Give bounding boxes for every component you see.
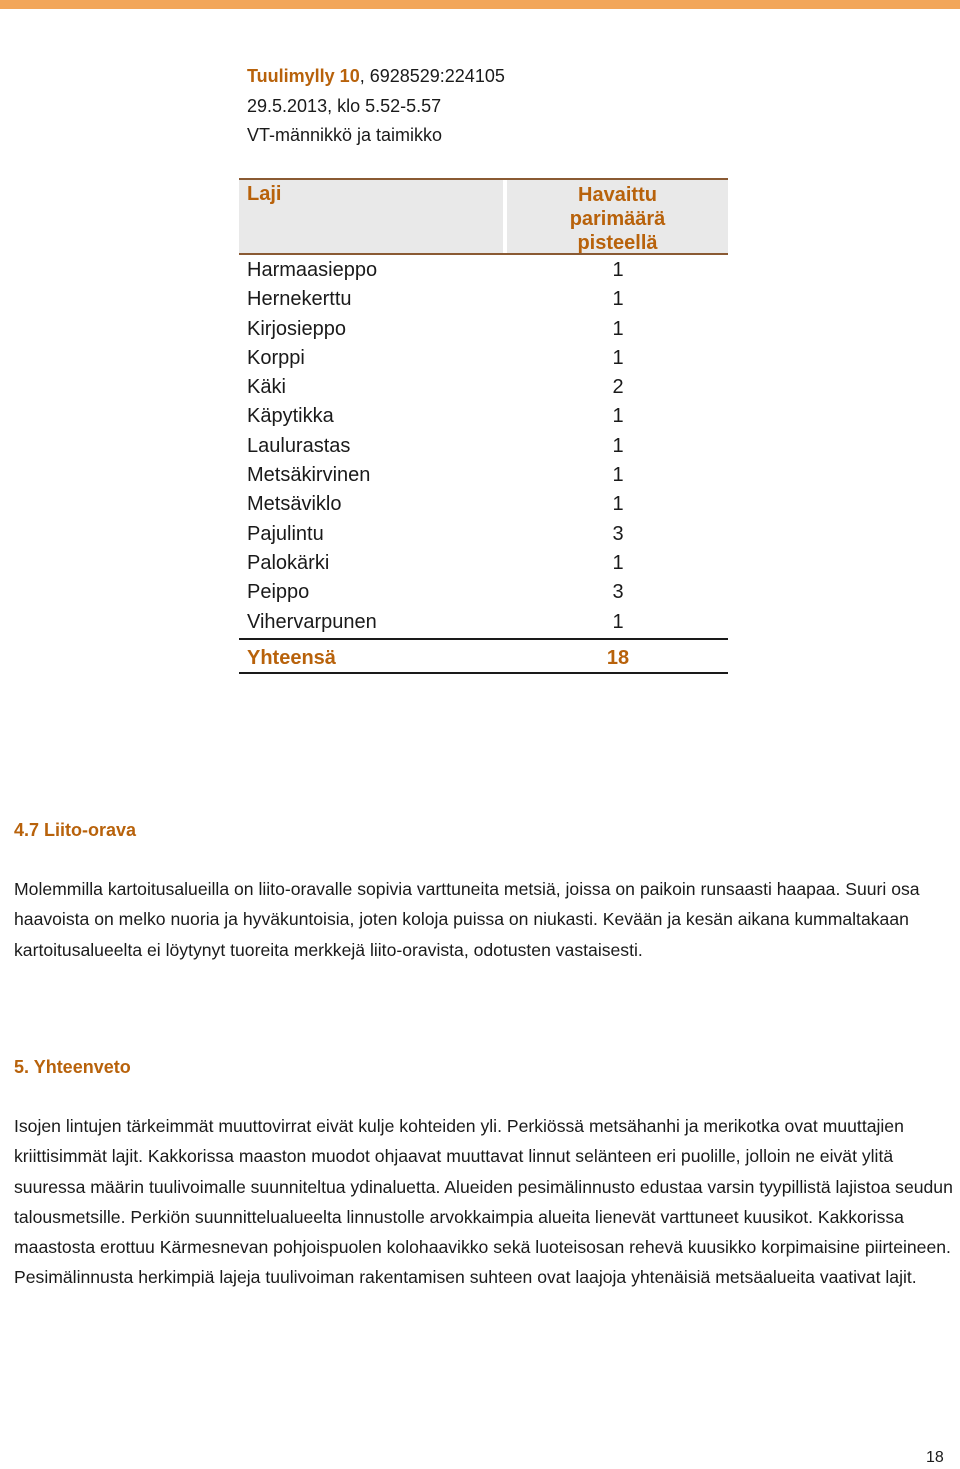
header-count-line-2: parimäärä [569,208,666,230]
header-count [507,183,728,255]
species-count: 1 [612,464,624,487]
total-value: 18 [606,646,630,669]
site-coords: , 6928529:224105 [359,66,505,86]
species-count: 1 [612,405,624,428]
table-row [239,284,728,313]
species-name: Korppi [247,346,305,369]
section-heading-liito-orava: 4.7 Liito-orava [14,820,137,840]
bird-count-table [239,178,728,674]
species-name: Käpytikka [247,405,334,428]
table-header [239,178,728,255]
table-row [239,577,728,606]
species-name: Metsäviklo [247,493,342,516]
table-row [239,519,728,548]
species-count: 1 [612,551,624,574]
table-row [239,431,728,460]
header-count-line-3: pisteellä [577,232,658,254]
table-row [239,489,728,518]
table-row [239,314,728,343]
table-row [239,460,728,489]
species-name: Peippo [247,581,310,604]
species-name: Harmaasieppo [247,259,378,281]
site-habitat: VT-männikkö ja taimikko [247,125,443,145]
species-count: 1 [612,259,624,281]
site-title-line [247,62,505,92]
species-count: 1 [612,317,624,340]
section-text-yhteenveto: Isojen lintujen tärkeimmät muuttovirrat eivät kulje kohteiden yli. Perkiössä metsähanhi ja merikotka ovat muuttajien kriittisimmät lajit. Kakkorissa maaston muodot ohjaavat muuttavat linnut selänteen eri puolille, jolloin ne eivät ylitä suuressa määrin tuulivoimalle suunniteltua ydinaluetta. Alueiden pesimälinnusto edustaa varsin tyypillistä lajistoa seudun talousmetsille. Perkiön suunnittelualueelta linnustolle arvokkaimpia alueita lienevät varttuneet kuusikot. Kakkorissa maastosta erottuu Kärmesnevan pohjoispuolen kolohaavikko sekä luoteisosan rehevä kuusikko korpimaisine piirteineen. Pesimälinnusta herkimpiä lajeja tuulivoiman rakentamisen suhteen ovat laajoja yhtenäisiä metsäalueita vaativat lajit. [14,1116,953,1288]
species-count: 1 [612,288,624,311]
species-count: 1 [612,346,624,369]
section-heading-yhteenveto: 5. Yhteenveto [14,1057,131,1077]
site-header [247,62,505,151]
species-name: Vihervarpunen [247,610,377,633]
site-datetime: 29.5.2013, klo 5.52-5.57 [247,95,442,116]
top-accent-bar [0,0,960,9]
species-name: Hernekerttu [247,288,352,311]
species-count: 1 [612,610,624,633]
species-count: 1 [612,493,624,516]
table-body [239,255,728,636]
page-number: 18 [926,1449,944,1466]
species-name: Pajulintu [247,522,324,545]
header-species: Laji [247,183,282,205]
site-name: Tuulimylly 10 [247,66,360,86]
species-count: 1 [612,434,624,457]
table-total-row [239,638,728,674]
header-count-line-1: Havaittu [578,184,657,206]
species-name: Laulurastas [247,434,351,457]
species-name: Käki [247,376,286,399]
section-text-liito-orava: Molemmilla kartoitusalueilla on liito-oravalle sopivia varttuneita metsiä, joissa on paikoin runsaasti haapaa. Suuri osa haavoista on melko nuoria ja hyväkuntoisia, joten koloja puissa on niukasti. Kevään ja kesän aikana kummaltakaan kartoitusalueelta ei löytynyt tuoreita merkkejä liito-oravista, odotusten vastaisesti. [14,879,920,960]
species-count: 3 [612,522,624,545]
table-row [239,607,728,636]
table-row [239,401,728,430]
table-row [239,255,728,284]
table-row [239,343,728,372]
table-row [239,548,728,577]
total-label: Yhteensä [247,646,336,669]
species-name: Kirjosieppo [247,317,346,340]
species-count: 2 [612,376,624,399]
table-row [239,372,728,401]
species-name: Palokärki [247,551,330,574]
species-count: 3 [612,581,624,604]
species-name: Metsäkirvinen [247,464,371,487]
